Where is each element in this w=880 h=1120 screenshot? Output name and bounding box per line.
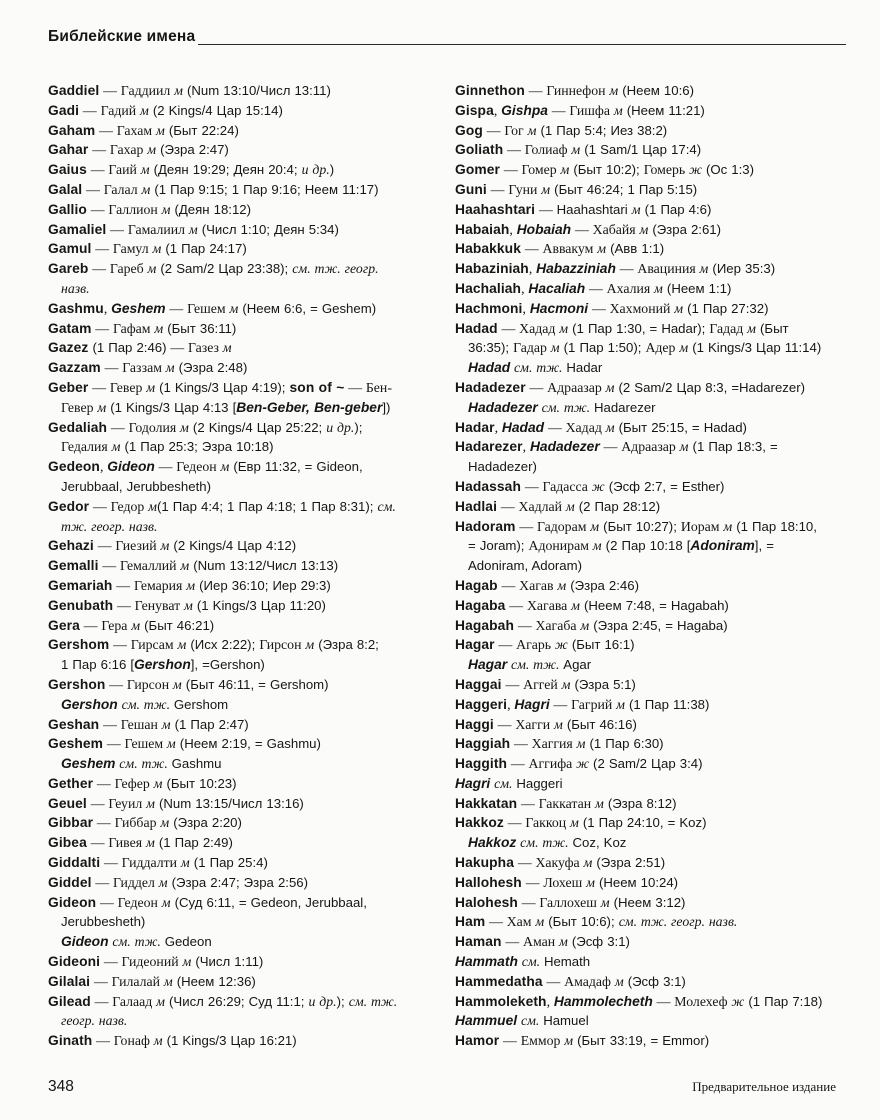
dictionary-entry: Habakkuk — Аввакум м (Авв 1:1) — [455, 241, 665, 257]
dictionary-entry: Hagaba — Хагава м (Неем 7:48, = Hagabah) — [455, 597, 729, 613]
dictionary-entry: Gashmu, Geshem — Гешем м (Неем 6:6, = Geshem) — [48, 300, 377, 316]
dictionary-entry: Gilead — Галаад м (Числ 26:29; Суд 11:1; и др.); см. тж. геогр. назв. — [48, 993, 398, 1029]
dictionary-entry: Haggi — Хагги м (Быт 46:16) — [455, 716, 637, 732]
dictionary-entry: Gershon — Гирсон м (Быт 46:11, = Gershom) — [48, 676, 329, 692]
dictionary-entry: Gemalli — Гемаллий м (Num 13:12/Числ 13:13) — [48, 558, 339, 574]
dictionary-entry: Hallohesh — Лохеш м (Неем 10:24) — [455, 874, 679, 890]
entry-columns — [48, 81, 846, 1051]
dictionary-entry: Geber — Гевер м (1 Kings/3 Цар 4:19); son of ~ — Бен- Гевер м (1 Kings/3 Цар 4:13 [Ben-Geber, Ben-geber]) — [48, 379, 392, 415]
dictionary-entry: Hakkoz — Гаккоц м (1 Пар 24:10, = Koz) — [455, 815, 707, 831]
page-title: Библейские имена — [48, 28, 196, 45]
dictionary-entry: Halohesh — Галлохеш м (Неем 3:12) — [455, 894, 686, 910]
dictionary-entry: Giddalti — Гиддалти м (1 Пар 25:4) — [48, 855, 268, 871]
dictionary-entry: Hammath см. Hemath — [455, 954, 591, 970]
page-footer — [48, 1078, 846, 1096]
dictionary-entry: Hagar см. тж. Agar — [468, 657, 592, 673]
dictionary-entry: Hadarezer, Hadadezer — Адраазар м (1 Пар 18:3, = Hadadezer) — [455, 439, 778, 475]
dictionary-entry: Hagar — Агарь ж (Быт 16:1) — [455, 637, 635, 653]
dictionary-entry: Hammuel см. Hamuel — [455, 1013, 589, 1029]
dictionary-entry: Gomer — Гомер м (Быт 10:2); Гомерь ж (Ос 1:3) — [455, 162, 755, 178]
dictionary-entry: Gatam — Гафам м (Быт 36:11) — [48, 320, 237, 336]
dictionary-entry: Haggeri, Hagri — Гагрий м (1 Пар 11:38) — [455, 696, 710, 712]
dictionary-entry: Hadad см. тж. Hadar — [468, 360, 603, 376]
left-column — [48, 81, 429, 1051]
dictionary-entry: Haahashtari — Haahashtari м (1 Пар 4:6) — [455, 201, 712, 217]
dictionary-entry: Gispa, Gishpa — Гишфа м (Неем 11:21) — [455, 102, 705, 118]
dictionary-entry: Hakkatan — Гаккатан м (Эзра 8:12) — [455, 795, 677, 811]
dictionary-entry: Gedaliah — Годолия м (2 Kings/4 Цар 25:22; и др.); Гедалия м (1 Пар 25:3; Эзра 10:18) — [48, 419, 363, 455]
dictionary-entry: Hadassah — Гадасса ж (Эсф 2:7, = Esther) — [455, 478, 725, 494]
dictionary-entry: Geshan — Гешан м (1 Пар 2:47) — [48, 716, 249, 732]
dictionary-entry: Gether — Гефер м (Быт 10:23) — [48, 775, 237, 791]
dictionary-entry: Gideon см. тж. Gedeon — [61, 934, 212, 950]
dictionary-entry: Gahar — Гахар м (Эзра 2:47) — [48, 142, 229, 158]
dictionary-entry: Ginnethon — Гиннефон м (Неем 10:6) — [455, 83, 694, 98]
dictionary-entry: Gaius — Гаий м (Деян 19:29; Деян 20:4; и др.) — [48, 162, 335, 178]
dictionary-entry: Haman — Аман м (Эсф 3:1) — [455, 934, 630, 950]
dictionary-entry: Galal — Галал м (1 Пар 9:15; 1 Пар 9:16; Неем 11:17) — [48, 181, 379, 197]
dictionary-entry: Gideoni — Гидеоний м (Числ 1:11) — [48, 954, 264, 970]
dictionary-entry: Ginath — Гонаф м (1 Kings/3 Цар 16:21) — [48, 1033, 297, 1049]
dictionary-entry: Hachaliah, Hacaliah — Ахалия м (Неем 1:1) — [455, 280, 732, 296]
dictionary-entry: Hadoram — Гадорам м (Быт 10:27); Иорам м (1 Пар 18:10, = Joram); Адонирам м (2 Пар 10:18 [Adoniram], = Adoniram, Adoram) — [455, 518, 817, 574]
dictionary-entry: Hadad — Хадад м (1 Пар 1:30, = Hadar); Гадад м (Быт 36:35); Гадар м (1 Пар 1:50); Адер м (1 Kings/3 Цар 11:14) — [455, 320, 822, 356]
dictionary-entry: Hamor — Еммор м (Быт 33:19, = Emmor) — [455, 1033, 710, 1049]
dictionary-entry: Ham — Хам м (Быт 10:6); см. тж. геогр. назв. — [455, 914, 738, 930]
dictionary-entry: Hammedatha — Амадаф м (Эсф 3:1) — [455, 973, 686, 989]
dictionary-entry: Geuel — Геуил м (Num 13:15/Числ 13:16) — [48, 795, 304, 811]
dictionary-entry: Hadlai — Хадлай м (2 Пар 28:12) — [455, 498, 661, 514]
dictionary-entry: Haggiah — Хаггия м (1 Пар 6:30) — [455, 736, 664, 752]
dictionary-entry: Hakkoz см. тж. Coz, Koz — [468, 835, 627, 851]
header-rule — [198, 43, 846, 45]
dictionary-entry: Hagab — Хагав м (Эзра 2:46) — [455, 577, 639, 593]
dictionary-entry: Hadadezer — Адраазар м (2 Sam/2 Цар 8:3, =Hadarezer) — [455, 379, 805, 395]
dictionary-entry: Hadadezer см. тж. Hadarezer — [468, 399, 656, 415]
dictionary-entry: Gershom — Гирсам м (Исх 2:22); Гирсон м (Эзра 8:2; 1 Пар 6:16 [Gershon], =Gershon) — [48, 637, 379, 673]
dictionary-entry: Hakupha — Хакуфа м (Эзра 2:51) — [455, 855, 666, 871]
dictionary-entry: Hammoleketh, Hammolecheth — Молехеф ж (1 Пар 7:18) — [455, 993, 823, 1009]
dictionary-entry: Hagabah — Хагаба м (Эзра 2:45, = Hagaba) — [455, 617, 728, 633]
dictionary-entry: Hagri см. Haggeri — [455, 775, 563, 791]
dictionary-entry: Gaddiel — Гаддиил м (Num 13:10/Числ 13:11) — [48, 83, 331, 98]
dictionary-entry: Geshem — Гешем м (Неем 2:19, = Gashmu) — [48, 736, 321, 752]
page-header — [48, 22, 846, 48]
dictionary-entry: Hachmoni, Hacmoni — Хахмоний м (1 Пар 27:32) — [455, 300, 769, 316]
dictionary-entry: Gog — Гог м (1 Пар 5:4; Иез 38:2) — [455, 122, 668, 138]
dictionary-entry: Gedeon, Gideon — Гедеон м (Евр 11:32, = Gideon, Jerubbaal, Jerubbesheth) — [48, 459, 363, 494]
dictionary-entry: Haggai — Аггей м (Эзра 5:1) — [455, 676, 636, 692]
dictionary-entry: Gibea — Гивея м (1 Пар 2:49) — [48, 835, 233, 851]
dictionary-entry: Gibbar — Гиббар м (Эзра 2:20) — [48, 815, 242, 831]
dictionary-entry: Hadar, Hadad — Хадад м (Быт 25:15, = Hadad) — [455, 419, 747, 435]
dictionary-entry: Gamul — Гамул м (1 Пар 24:17) — [48, 241, 247, 257]
dictionary-entry: Haggith — Аггифа ж (2 Sam/2 Цар 3:4) — [455, 756, 703, 772]
dictionary-entry: Gershon см. тж. Gershom — [61, 696, 229, 712]
edition-note: Предварительное издание — [692, 1079, 836, 1094]
dictionary-entry: Habaiah, Hobaiah — Хабайя м (Эзра 2:61) — [455, 221, 722, 237]
dictionary-entry: Geshem см. тж. Gashmu — [61, 756, 222, 772]
right-column — [455, 81, 836, 1051]
dictionary-entry: Gaham — Гахам м (Быт 22:24) — [48, 122, 239, 138]
dictionary-entry: Gilalai — Гилалай м (Неем 12:36) — [48, 973, 256, 989]
dictionary-entry: Gemariah — Гемария м (Иер 36:10; Иер 29:3) — [48, 577, 331, 593]
dictionary-entry: Gera — Гера м (Быт 46:21) — [48, 617, 215, 633]
dictionary-entry: Goliath — Голиаф м (1 Sam/1 Цар 17:4) — [455, 142, 702, 158]
dictionary-entry: Gallio — Галлион м (Деян 18:12) — [48, 201, 252, 217]
dictionary-entry: Gideon — Гедеон м (Суд 6:11, = Gedeon, Jerubbaal, Jerubbesheth) — [48, 894, 367, 930]
dictionary-entry: Gareb — Гареб м (2 Sam/2 Цар 23:38); см. тж. геогр. назв. — [48, 261, 379, 296]
dictionary-entry: Gamaliel — Гамалиил м (Числ 1:10; Деян 5:34) — [48, 221, 339, 237]
dictionary-entry: Gazzam — Газзам м (Эзра 2:48) — [48, 360, 248, 376]
dictionary-entry: Habaziniah, Habazziniah — Авациния м (Иер 35:3) — [455, 261, 776, 277]
dictionary-entry: Giddel — Гиддел м (Эзра 2:47; Эзра 2:56) — [48, 874, 309, 890]
dictionary-entry: Gazez (1 Пар 2:46) — Газез м — [48, 340, 232, 356]
page-number: 348 — [48, 1078, 74, 1095]
dictionary-entry: Guni — Гуни м (Быт 46:24; 1 Пар 5:15) — [455, 181, 698, 197]
dictionary-entry: Gehazi — Гиезий м (2 Kings/4 Цар 4:12) — [48, 538, 297, 554]
dictionary-entry: Genubath — Генуват м (1 Kings/3 Цар 11:20) — [48, 597, 326, 613]
dictionary-entry: Gedor — Гедор м(1 Пар 4:4; 1 Пар 4:18; 1 Пар 8:31); см. тж. геогр. назв. — [48, 498, 396, 534]
dictionary-entry: Gadi — Гадий м (2 Kings/4 Цар 15:14) — [48, 102, 283, 118]
